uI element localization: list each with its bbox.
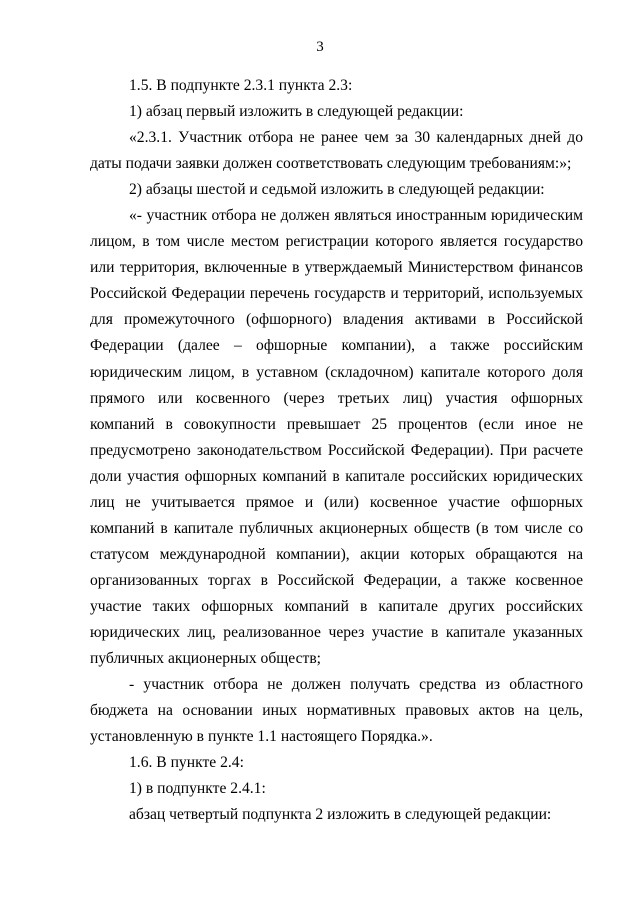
paragraph-quote-2-3-1: «2.3.1. Участник отбора не ранее чем за 30 календарных дней до даты подачи заявки должен соответствовать следующим требованиям:»; — [90, 129, 583, 173]
paragraph-subitem-2-4-1: 1) в подпункте 2.4.1: — [129, 780, 266, 798]
paragraph-item-2: 2) абзацы шестой и седьмой изложить в следующей редакции: — [129, 181, 545, 199]
paragraph-fourth-abzac: абзац четвертый подпункта 2 изложить в следующей редакции: — [129, 806, 552, 824]
paragraph-1-6-heading: 1.6. В пункте 2.4: — [129, 754, 244, 772]
paragraph-1-5-heading: 1.5. В подпункте 2.3.1 пункта 2.3: — [129, 77, 353, 94]
paragraph-offshore-requirement: «- участник отбора не должен являться иностранным юридическим лицом, в том числе местом регистрации которого является государство или территория, включенные в утверждаемый Министерством финансов Российской Федерации перечень государств и территорий, используемых для промежуточного (офшорного) владения активами в Российской Федерации (далее – офшорные компании), а также российским юридическим лицом, в уставном (складочном) капитале которого доля прямого или косвенного (через третьих лиц) участия офшорных компаний в совокупности превышает 25 процентов (если иное не предусмотрено законодательством Российской Федерации). При расчете доли участия офшорных компаний в капитале российских юридических лиц не учитывается прямое и (или) косвенное участие офшорных компаний в капитале публичных акционерных обществ (в том числе со статусом международной компании), акции которых обращаются на организованных торгах в Российской Федерации, а также косвенное участие таких офшорных компаний в капитале других российских юридических лиц, реализованное через участие в капитале указанных публичных акционерных обществ; — [90, 207, 583, 668]
paragraph-budget-requirement: - участник отбора не должен получать средства из областного бюджета на основании иных нормативных правовых актов на цель, установленную в пункте 1.1 настоящего Порядка.». — [90, 676, 583, 746]
document-body — [90, 73, 583, 828]
page-number: 3 — [316, 39, 324, 55]
paragraph-item-1: 1) абзац первый изложить в следующей редакции: — [129, 103, 464, 121]
